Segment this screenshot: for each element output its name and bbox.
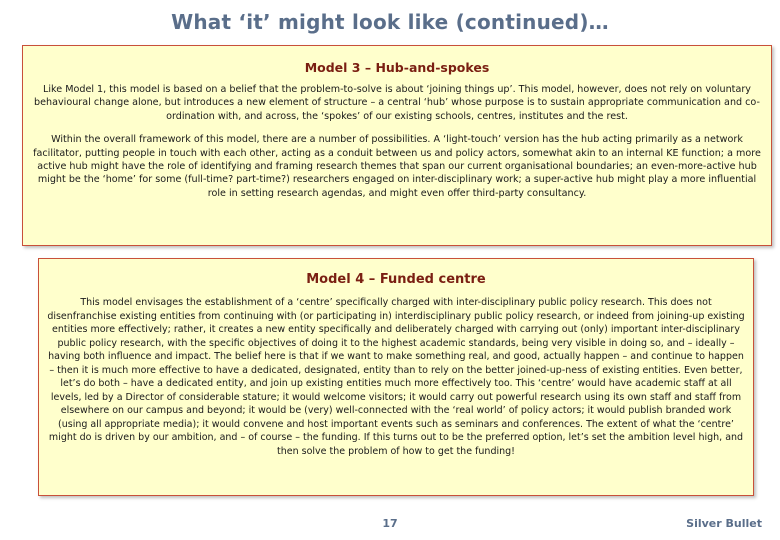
model-3-heading: Model 3 – Hub-and-spokes (304, 60, 490, 75)
model-4-paragraph: This model envisages the establishment of a ‘centre’ specifically charged with inter-disciplinary public policy research. This does not disenfranchise existing entities from continuing with (or participating in) interdisciplinary public policy research, or indeed from joining-up existing entities more effectively; rather, it creates a new entity specifically and deliberately charged with carrying out (only) important inter-disciplinary public policy research, with the specific objectives of doing it to the highest academic standards, being very visible in doing so, and – ideally – having both influence and impact. The belief here is that if we want to make something real, and good, actually happen – and continue to happen – then it is much more effective to have a dedicated, designated, entity than to rely on the better joined-up-ness of existing entities. Even better, let’s do both – have a dedicated entity, and join up existing entities much more effectively too. This ‘centre’ would have academic staff at all levels, led by a Director of considerable stature; it would welcome visitors; it would carry out powerful research using its own staff and staff from elsewhere on our campus and beyond; it would be (very) well-connected with the ‘real world’ of policy actors; it would publish branded work (using all appropriate media); it would convene and host important events such as seminars and conferences. The extent of what the ‘centre’ might do is driven by our ambition, and – of course – the funding. If this turns out to be the preferred option, let’s set the ambition level high, and then solve the problem of how to get the funding! (47, 297, 745, 457)
model-3-box (22, 45, 772, 246)
page-number: 17 (382, 517, 398, 530)
model-3-paragraph-2: Within the overall framework of this model, there are a number of possibilities. A ‘light-touch’ version has the hub acting primarily as a network facilitator, putting people in touch with each other, acting as a conduit between us and policy actors, somewhat akin to an internal KE function; a more active hub might have the role of identifying and framing research themes that span our current organisational boundaries; an even-more-active hub might be the ‘home’ for some (full-time? part-time?) researchers engaged on inter-disciplinary work; a super-active hub might play a more influential role in setting research agendas, and might even offer third-party consultancy. (33, 134, 761, 199)
footer-brand: Silver Bullet (686, 517, 762, 530)
model-4-heading: Model 4 – Funded centre (306, 272, 486, 287)
model-3-paragraph-1: Like Model 1, this model is based on a belief that the problem-to-solve is about ‘joining things up’. This model, however, does not rely on voluntary behavioural change alone, but introduces a new element of structure – a central ‘hub’ whose purpose is to sustain appropriate communication and co-ordination with, and across, the ‘spokes’ of our existing schools, centres, institutes and the rest. (34, 84, 760, 122)
slide-title: What ‘it’ might look like (continued)… (171, 10, 609, 34)
model-4-box (38, 258, 754, 496)
